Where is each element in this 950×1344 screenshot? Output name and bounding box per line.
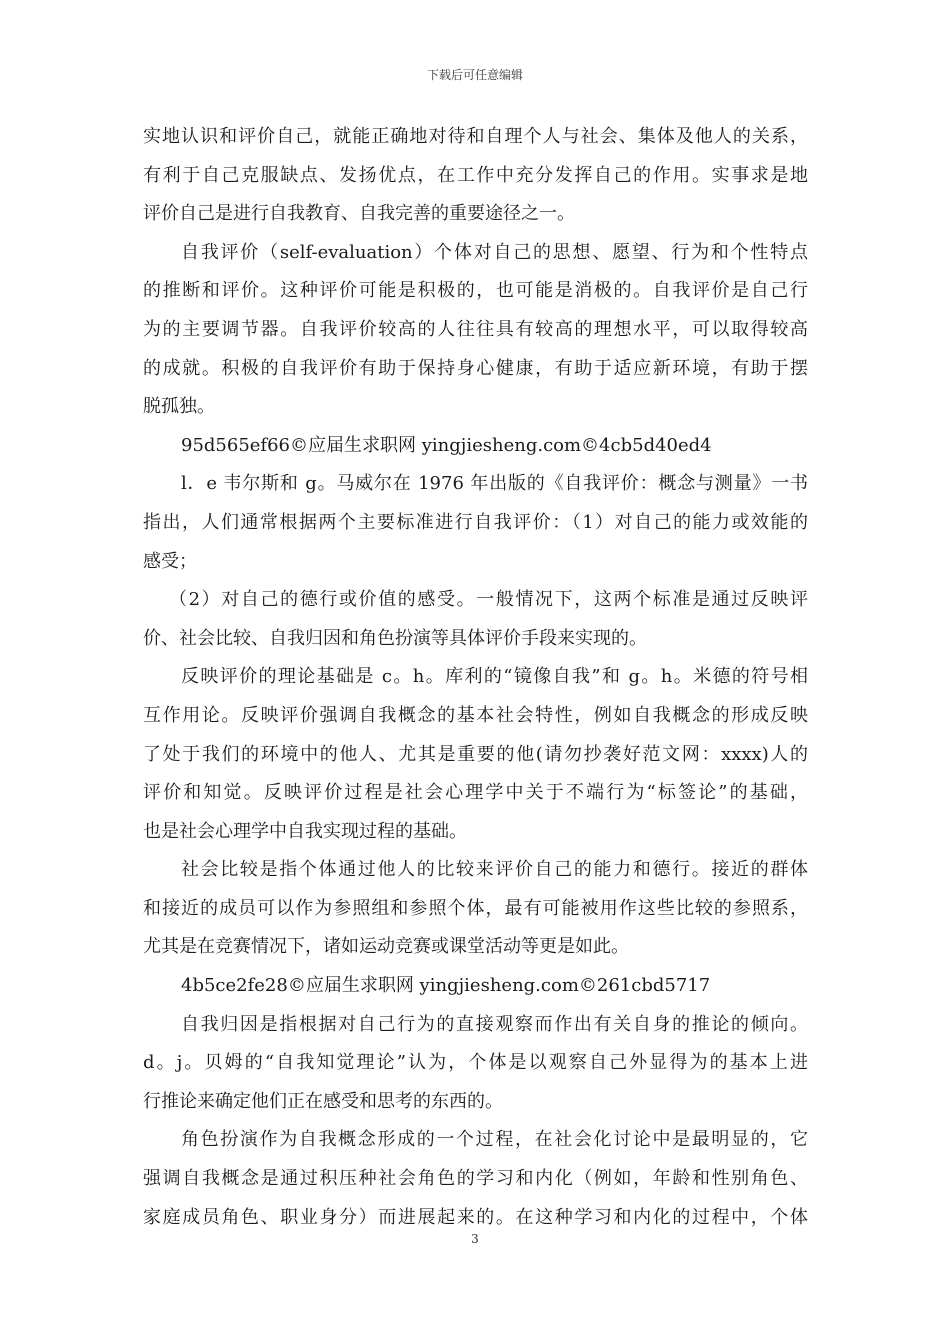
paragraph-start-line: （2）对自己的德行或价值的感受。一般情况下，这两个标准是通过反映评	[169, 589, 808, 611]
text-line: 和接近的成员可以作为参照组和参照个体，最有可能被用作这些比较的参照系，	[143, 897, 808, 919]
watermark-line: 4b5ce2fe28©应届生求职网 yingjiesheng.com©261cbd5717	[181, 975, 711, 997]
text-line: 评价和知觉。反映评价过程是社会心理学中关于不端行为“标签论”的基础，	[143, 782, 808, 804]
paragraph-start-line: 反映评价的理论基础是 c。h。库利的“镜像自我”和 g。h。米德的符号相	[181, 666, 808, 688]
watermark-line: 95d565ef66©应届生求职网 yingjiesheng.com©4cb5d40ed4	[181, 434, 712, 456]
text-line: 指出，人们通常根据两个主要标准进行自我评价：（1）对自己的能力或效能的	[143, 511, 808, 533]
text-line: 互作用论。反映评价强调自我概念的基本社会特性，例如自我概念的形成反映	[143, 704, 808, 726]
text-line: 强调自我概念是通过积压种社会角色的学习和内化（例如，年龄和性别角色、	[143, 1168, 808, 1190]
paragraph-start-line: 角色扮演作为自我概念形成的一个过程，在社会化讨论中是最明显的，它	[181, 1129, 808, 1151]
text-line: 也是社会心理学中自我实现过程的基础。	[143, 820, 467, 842]
text-line: 评价自己是进行自我教育、自我完善的重要途径之一。	[143, 203, 575, 225]
text-line: 实地认识和评价自己，就能正确地对待和自理个人与社会、集体及他人的关系，	[143, 126, 808, 147]
text-line: 了处于我们的环境中的他人、尤其是重要的他(请勿抄袭好范文网：xxxx)人的	[143, 743, 808, 765]
document-body	[143, 118, 808, 1237]
text-line: 价、社会比较、自我归因和角色扮演等具体评价手段来实现的。	[143, 627, 647, 649]
text-line: 为的主要调节器。自我评价较高的人往往具有较高的理想水平，可以取得较高	[143, 318, 808, 340]
text-line: 脱孤独。	[143, 396, 215, 418]
paragraph-start-line: 社会比较是指个体通过他人的比较来评价自己的能力和德行。接近的群体	[181, 859, 808, 881]
text-line: 的推断和评价。这种评价可能是积极的，也可能是消极的。自我评价是自己行	[143, 280, 808, 302]
text-line: 感受；	[143, 550, 197, 572]
paragraph-start-line: l．e 韦尔斯和 g。马威尔在 1976 年出版的《自我评价：概念与测量》一书	[181, 473, 808, 495]
paragraph-start-line: 自我归因是指根据对自己行为的直接观察而作出有关自身的推论的倾向。	[181, 1013, 808, 1035]
text-line: 家庭成员角色、职业身分）而进展起来的。在这种学习和内化的过程中，个体	[143, 1206, 808, 1228]
text-line: 行推论来确定他们正在感受和思考的东西的。	[143, 1090, 503, 1112]
text-line: d。j。贝姆的“自我知觉理论”认为，个体是以观察自己外显得为的基本上进	[143, 1052, 808, 1074]
text-line: 尤其是在竞赛情况下，诸如运动竞赛或课堂活动等更是如此。	[143, 936, 629, 958]
paragraph-start-line: 自我评价（self-evaluation）个体对自己的思想、愿望、行为和个性特点	[181, 241, 808, 263]
page-header: 下载后可任意编辑	[426, 68, 523, 82]
text-line: 有利于自己克服缺点、发扬优点，在工作中充分发挥自己的作用。实事求是地	[143, 164, 808, 186]
text-line: 的成就。积极的自我评价有助于保持身心健康，有助于适应新环境，有助于摆	[143, 357, 808, 379]
page-number: 3	[471, 1232, 479, 1246]
